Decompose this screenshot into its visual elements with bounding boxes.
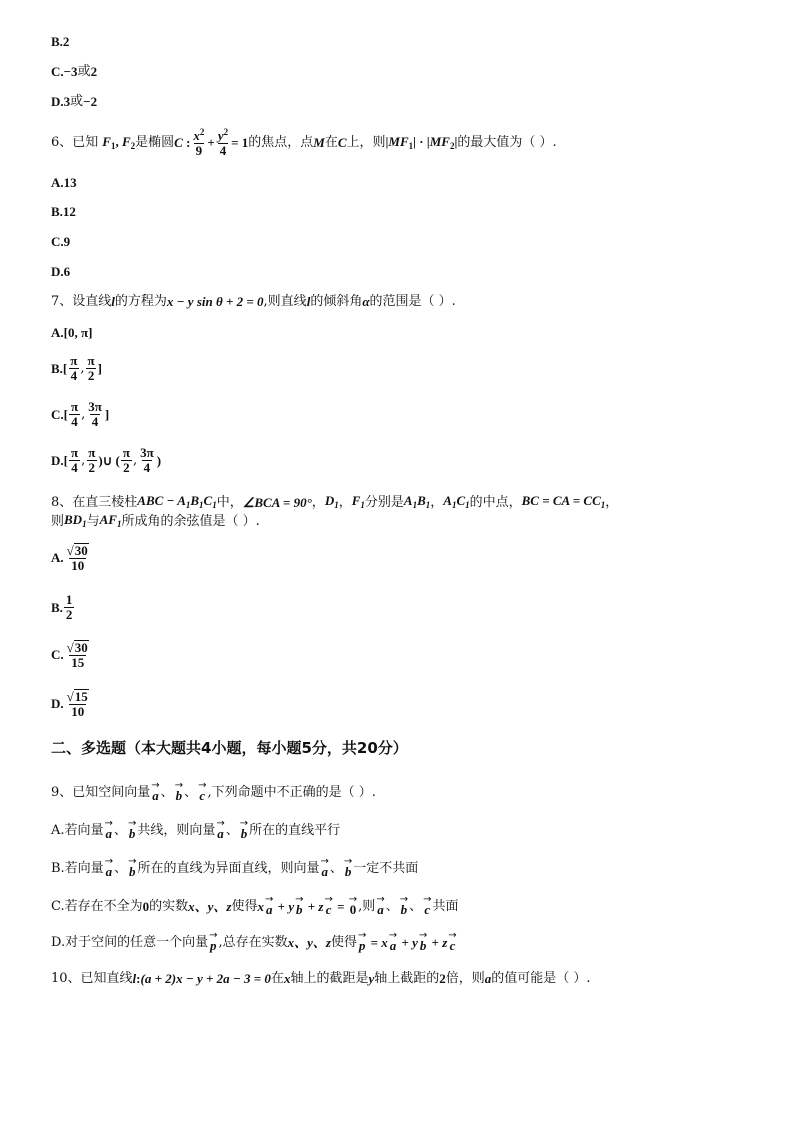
- q7-stem: 7、设直线 l 的方程为 x − y sin θ + 2 = 0 ,则直线 l 的倾斜角 α 的范围是（ ）.: [51, 294, 456, 309]
- q9-option-d: D.对于空间的任意一个向量 → p ,总存在实数 x、y、z 使得 → p = x → a + y → b + z → c: [51, 930, 457, 953]
- q7-option-a: A.[0, π]: [51, 325, 93, 340]
- q9-stem: 9、已知空间向量 → a 、 → b 、 → c ,下列命题中不正确的是（ ）.: [51, 780, 376, 803]
- q6-frac-x: $\frac{x^2}{9}$: [193, 127, 205, 158]
- q6-option-c: C.9: [51, 234, 71, 249]
- q7-option-d: D.[ $\frac{\pi}{4}$ , $\frac{\pi}{2}$ ) ∪ ( $\frac{\pi}{2}$ , $\frac{3\pi}{4}$ ): [51, 445, 162, 475]
- section-title: 二、多选题（本大题共4小题，每小题5分，共20分）: [51, 739, 408, 757]
- q8-option-a: A. √ 30 10: [51, 543, 88, 573]
- q5-option-c: C. −3 或 2: [51, 64, 98, 79]
- q8-option-c: C. √ 30 15: [51, 640, 88, 670]
- q9-option-c: C.若存在不全为 0 的实数 x、y、z 使得 x → a + y → b + z → c = → 0 ,则 → a 、 → b 、 → c 共面: [51, 894, 459, 917]
- q9-option-a: A.若向量 → a 、 → b 共线，则向量 → a 、 → b 所在的直线平行: [51, 818, 341, 841]
- q8-stem-line1: 8、在直三棱柱 ABC − $A_1B_1C_1$ 中， ∠BCA = 90° ， $D_1$ ， $F_1$ 分别是 $A_1B_1$ ， $A_1C_1$ 的中点， BC = CA = $CC_1$ ，: [51, 493, 619, 510]
- q8-stem-line2: 则 $BD_1$ 与 $AF_1$ 所成角的余弦值是（ ）.: [51, 512, 260, 529]
- q6-stem: 6、已知 $F_1$, $F_2$ 是椭圆 C : $\frac{x^2}{9}$ + $\frac{y^2}{4}$ = 1 的焦点，点 M 在 C 上，则 $|MF_1| \cdot |MF_2|$ 的最大值为（ ）.: [51, 127, 557, 158]
- q6-frac-y: $\frac{y^2}{4}$: [217, 127, 229, 158]
- q7-option-c: C.[ $\frac{\pi}{4}$ , $\frac{3\pi}{4}$ ]: [51, 399, 110, 429]
- q8-option-d: D. √ 15 10: [51, 689, 88, 719]
- q9-option-b: B.若向量 → a 、 → b 所在的直线为异面直线，则向量 → a 、 → b 一定不共面: [51, 856, 419, 879]
- q6-option-a: A.13: [51, 175, 77, 190]
- q6-option-b: B.12: [51, 204, 76, 219]
- q5-option-d: D. 3 或 −2: [51, 94, 98, 109]
- q10-stem: 10、已知直线 l: (a + 2)x − y + 2a − 3 = 0 在 x 轴上的截距是 y 轴上截距的 2 倍，则 a 的值可能是（ ）.: [51, 971, 591, 986]
- q7-option-b: B.[ $\frac{\pi}{4}$ , $\frac{\pi}{2}$ ]: [51, 353, 102, 383]
- q6-option-d: D.6: [51, 264, 71, 279]
- q8-option-b: B. $\frac{1}{2}$: [51, 592, 73, 622]
- q5-option-b: B.2: [51, 34, 70, 49]
